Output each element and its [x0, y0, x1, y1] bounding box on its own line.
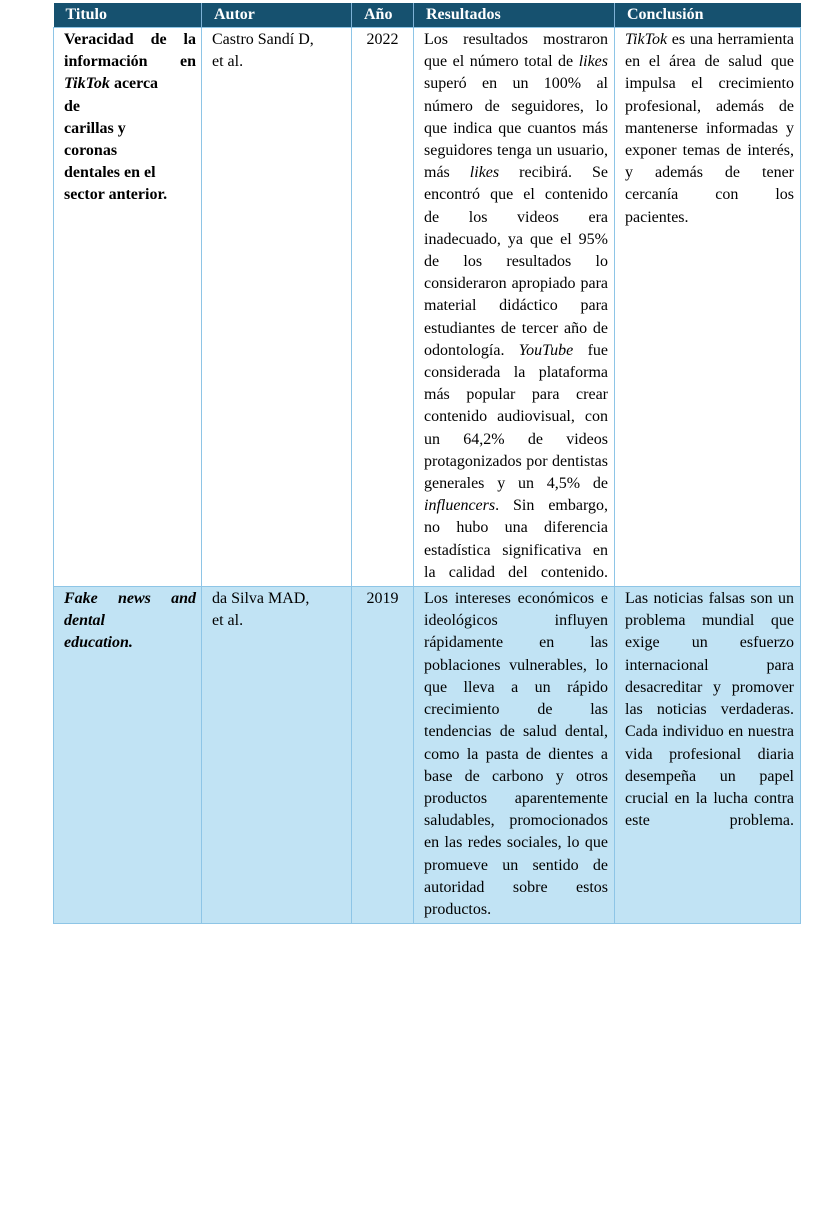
- conclusion-cell: TikTok es una herramienta en el área de salud que impulsa el crecimiento profesional, además de mantenerse informadas y exponer temas de interés, y además de tener cercanía con los pacientes.: [615, 28, 801, 587]
- author-cell: [202, 28, 352, 587]
- title-line: dental: [64, 612, 105, 630]
- title-line: información en: [64, 53, 196, 71]
- table-row: [54, 28, 801, 587]
- title-line: Fake news and: [64, 590, 196, 608]
- table-row: [54, 587, 801, 924]
- header-row: [54, 3, 801, 28]
- conclusion-cell: Las noticias falsas son un problema mundial que exige un esfuerzo internacional para desacreditar y promover las noticias verdaderas. Cada individuo en nuestra vida profesional diaria desempeña un papel crucial en la lucha contra este problema.: [615, 587, 801, 924]
- title-cell: [54, 587, 202, 924]
- title-line: de: [64, 97, 80, 115]
- title-line: education.: [64, 634, 133, 652]
- title-line: Veracidad de la: [64, 31, 196, 48]
- results-cell: Los resultados mostraron que el número total de likes superó en un 100% al número de seguidores, lo que indica que cuantos más seguidores tenga un usuario, más likes recibirá. Se encontró que el contenido de los videos era inadecuado, ya que el 95% de los resultados lo consideraron apropiado para material didáctico para estudiantes de tercer año de odontología. YouTube fue considerada la plataforma más popular para crear contenido audiovisual, con un 64,2% de videos protagonizados por dentistas generales y un 4,5% de influencers. Sin embargo, no hubo una diferencia estadística significativa en la calidad del contenido.: [414, 28, 615, 587]
- header-ano: Año: [352, 3, 414, 28]
- title-line: coronas: [64, 142, 118, 160]
- year-cell: 2019: [352, 587, 414, 924]
- author-line: da Silva MAD,: [212, 590, 310, 608]
- year-cell: 2022: [352, 28, 414, 587]
- literature-review-table: [53, 3, 801, 924]
- header-resultados: Resultados: [414, 3, 615, 28]
- title-cell: [54, 28, 202, 587]
- author-line: et al.: [212, 53, 244, 71]
- header-titulo: Titulo: [54, 3, 202, 28]
- header-conclusion: Conclusión: [615, 3, 801, 28]
- title-line: dentales en el: [64, 164, 156, 182]
- author-line: et al.: [212, 612, 244, 630]
- title-italic: TikTok: [64, 75, 110, 93]
- author-line: Castro Sandí D,: [212, 31, 314, 48]
- title-line: sector anterior.: [64, 186, 168, 204]
- header-autor: Autor: [202, 3, 352, 28]
- results-cell: Los intereses económicos e ideológicos influyen rápidamente en las poblaciones vulnerables, lo que lleva a un rápido crecimiento de las tendencias de salud dental, como la pasta de dientes a base de carbono y otros productos aparentemente saludables, promocionados en las redes sociales, lo que promueve un sentido de autoridad sobre estos productos.: [414, 587, 615, 924]
- title-line: acerca: [109, 75, 159, 93]
- author-cell: [202, 587, 352, 924]
- title-line: carillas y: [64, 119, 126, 137]
